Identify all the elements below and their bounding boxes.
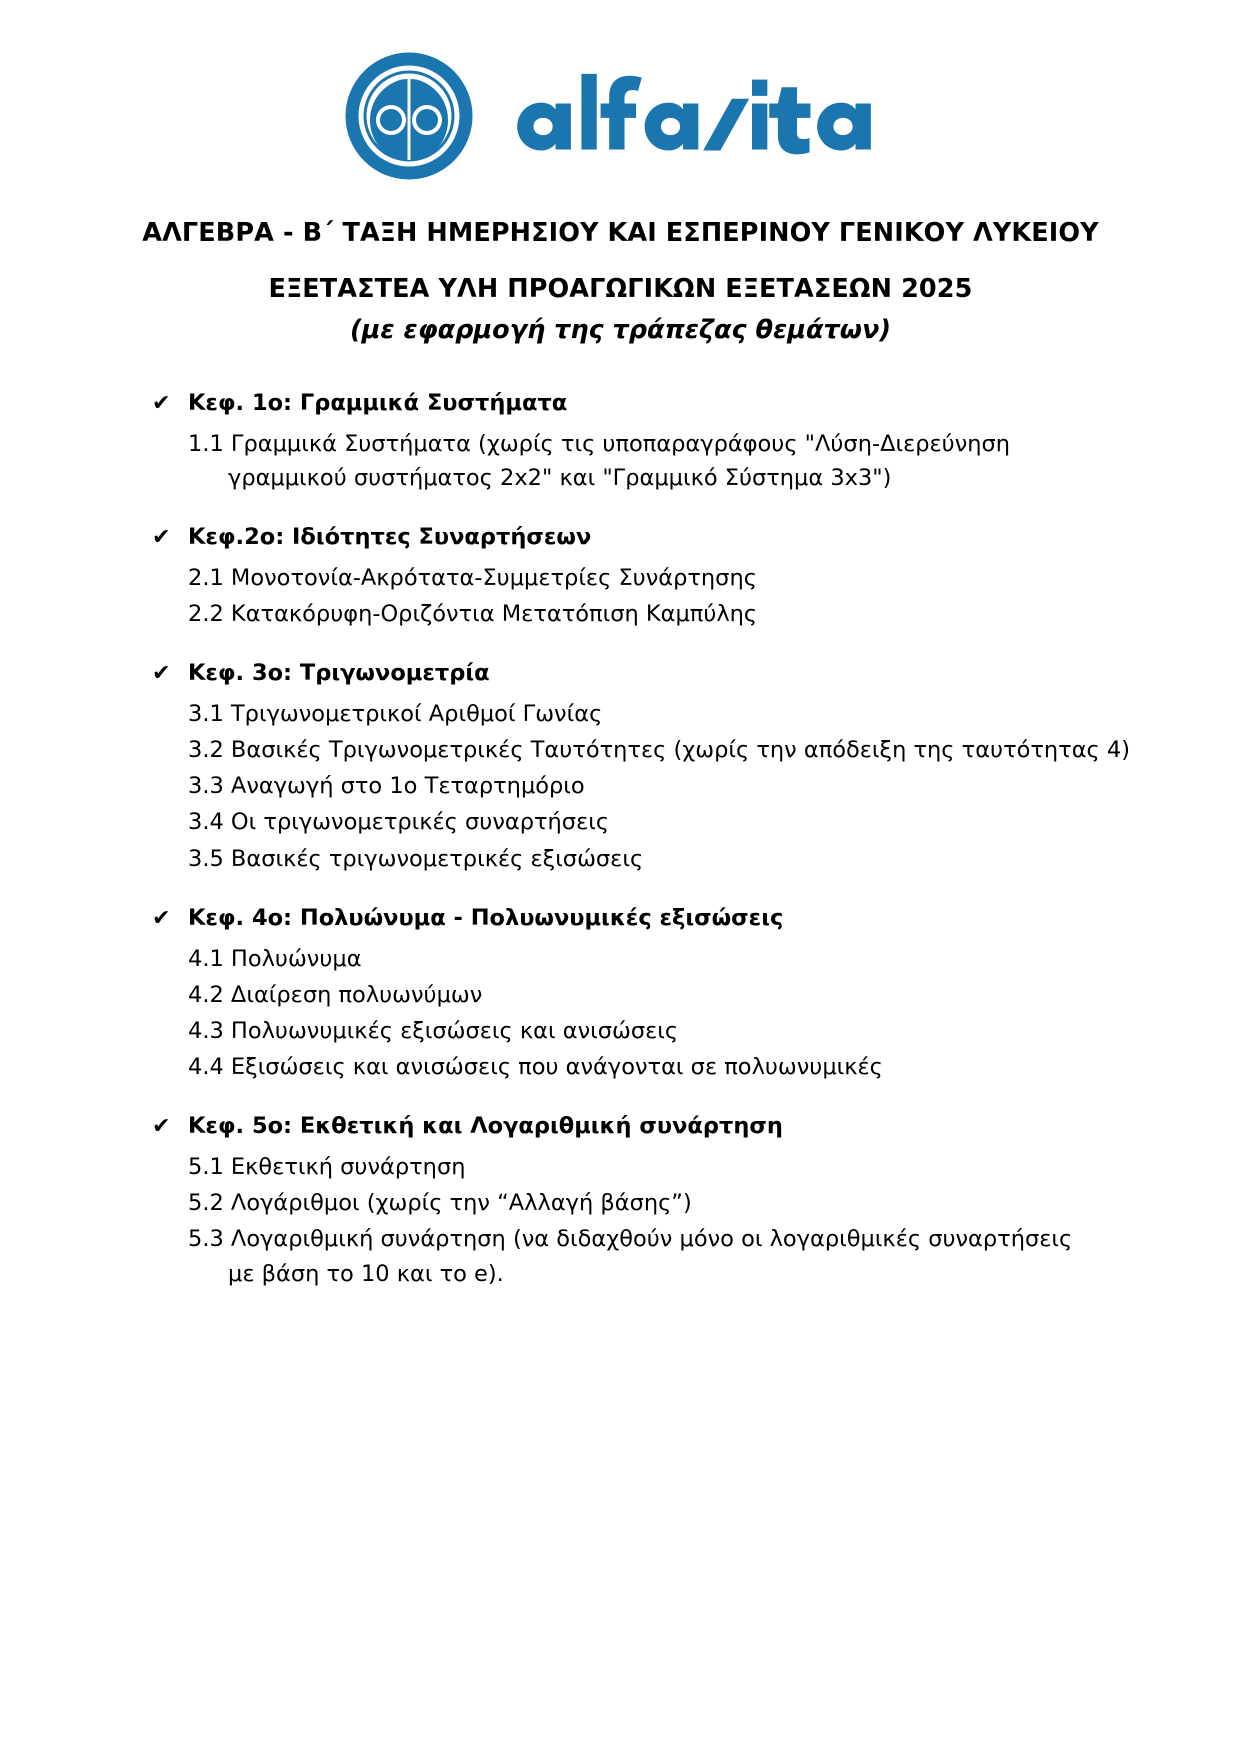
chapter-title: Κεφ.2ο: Ιδιότητες Συναρτήσεων bbox=[188, 524, 592, 551]
chapter-heading bbox=[152, 387, 1171, 421]
list-item: 5.2 Λογάριθμοι (χωρίς την “Αλλαγή βάσης”) bbox=[188, 1190, 692, 1217]
topic-list bbox=[152, 1150, 1171, 1291]
document-titles bbox=[0, 218, 1241, 347]
list-item bbox=[188, 427, 1171, 495]
page-subtitle-exam: ΕΞΕΤΑΣΤΕΑ ΥΛΗ ΠΡΟΑΓΩΓΙΚΩΝ ΕΞΕΤΑΣΕΩΝ 2025 bbox=[268, 273, 973, 304]
list-item: 4.2 Διαίρεση πολυωνύμων bbox=[188, 981, 483, 1008]
list-item: 3.3 Αναγωγή στο 1ο Τεταρτημόριο bbox=[188, 773, 585, 800]
list-item: 3.5 Βασικές τριγωνομετρικές εξισώσεις bbox=[188, 845, 644, 872]
alfavita-logo bbox=[345, 52, 902, 180]
syllabus-list bbox=[0, 387, 1241, 1291]
topic-list bbox=[152, 427, 1171, 495]
checkmark-icon: ✔ bbox=[152, 1114, 171, 1140]
topic-text: 5.3 Λογαριθμική συνάρτηση (να διδαχθούν μόνο οι λογαριθμικές συναρτήσεις bbox=[188, 1226, 1073, 1253]
owl-logo-icon bbox=[345, 52, 473, 180]
topic-list bbox=[152, 942, 1171, 1085]
topic-text: 1.1 Γραμμικά Συστήματα (χωρίς τις υποπαραγράφους "Λύση-Διερεύνηση bbox=[188, 430, 1011, 457]
list-item bbox=[188, 1222, 1171, 1290]
brand-header bbox=[0, 0, 1241, 190]
checkmark-icon: ✔ bbox=[152, 525, 171, 551]
topic-list bbox=[152, 697, 1171, 876]
topic-list bbox=[152, 561, 1171, 631]
checkmark-icon: ✔ bbox=[152, 661, 171, 687]
chapter-title: Κεφ. 5ο: Εκθετική και Λογαριθμική συνάρτηση bbox=[188, 1113, 783, 1140]
chapter-heading bbox=[152, 657, 1171, 691]
checkmark-icon: ✔ bbox=[152, 390, 171, 416]
chapter-block bbox=[152, 657, 1171, 876]
page-subtitle-note: (με εφαρμογή της τράπεζας θεμάτων) bbox=[350, 314, 891, 345]
list-item: 3.2 Βασικές Τριγωνομετρικές Ταυτότητες (χωρίς την απόδειξη της ταυτότητας 4) bbox=[188, 737, 1131, 764]
chapter-block bbox=[152, 521, 1171, 631]
chapter-title: Κεφ. 4ο: Πολυώνυμα - Πολυωνυμικές εξισώσεις bbox=[188, 904, 784, 931]
chapter-heading bbox=[152, 521, 1171, 555]
topic-text-continuation: γραμμικού συστήματος 2x2" και "Γραμμικό Σύστημα 3x3") bbox=[228, 464, 892, 491]
list-item: 2.2 Κατακόρυφη-Οριζόντια Μετατόπιση Καμπύλης bbox=[188, 600, 758, 627]
checkmark-icon: ✔ bbox=[152, 905, 171, 931]
list-item: 4.4 Εξισώσεις και ανισώσεις που ανάγονται σε πολυωνυμικές bbox=[188, 1054, 883, 1081]
topic-text-continuation: με βάση το 10 και το e). bbox=[228, 1260, 504, 1287]
chapter-block bbox=[152, 387, 1171, 495]
chapter-title: Κεφ. 3ο: Τριγωνομετρία bbox=[188, 660, 490, 687]
list-item: 2.1 Μονοτονία-Ακρότατα-Συμμετρίες Συνάρτησης bbox=[188, 564, 757, 591]
chapter-title: Κεφ. 1ο: Γραμμικά Συστήματα bbox=[188, 389, 568, 416]
alfavita-wordmark bbox=[499, 70, 902, 162]
chapter-heading bbox=[152, 1110, 1171, 1144]
list-item: 4.1 Πολυώνυμα bbox=[188, 945, 362, 972]
list-item: 5.1 Εκθετική συνάρτηση bbox=[188, 1154, 466, 1181]
list-item: 4.3 Πολυωνυμικές εξισώσεις και ανισώσεις bbox=[188, 1017, 679, 1044]
chapter-block bbox=[152, 902, 1171, 1085]
page-title: ΑΛΓΕΒΡΑ - Β΄ ΤΑΞΗ ΗΜΕΡΗΣΙΟΥ ΚΑΙ ΕΣΠΕΡΙΝΟΥ ΓΕΝΙΚΟΥ ΛΥΚΕΙΟΥ bbox=[142, 218, 1099, 248]
chapter-block bbox=[152, 1110, 1171, 1291]
chapter-heading bbox=[152, 902, 1171, 936]
list-item: 3.1 Τριγωνομετρικοί Αριθμοί Γωνίας bbox=[188, 700, 603, 727]
list-item: 3.4 Οι τριγωνομετρικές συναρτήσεις bbox=[188, 809, 610, 836]
